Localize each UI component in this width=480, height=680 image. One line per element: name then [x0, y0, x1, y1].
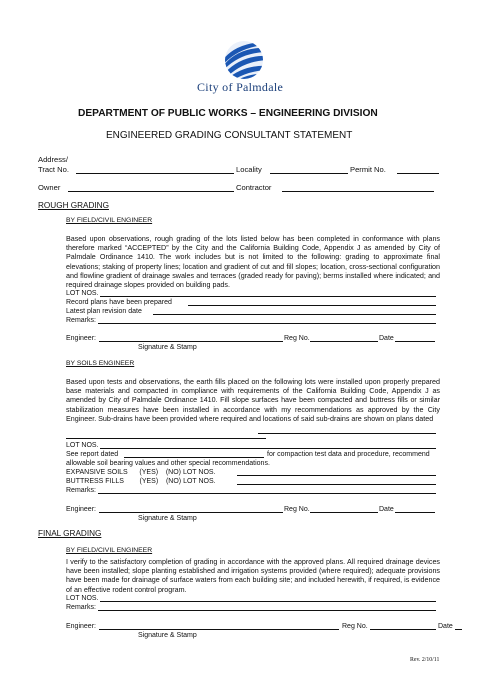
- rough-civil-paragraph: Based upon observations, rough grading of the lots listed below has been completed in conformance with plans therefore marked “ACCEPTED” by the City and the California Building Code, Appendix J as amended by City of Palmdale Ordinance 1410. The work includes but is not limited to the following: grading to approximate final elevations; staking of property lines; location and gradient of cut and fill slopes; location, cross-sectional configuration and flowline gradient of drainage swales and terraces (graded ready for paving); berms installed where indicated; and required drainage slopes provided on building pads.: [66, 235, 440, 290]
- soils-engineer-field[interactable]: [99, 512, 283, 513]
- final-reg-field[interactable]: [370, 629, 436, 630]
- final-date-label: Date: [438, 623, 453, 630]
- city-seal-icon: [218, 40, 270, 80]
- soils-engineer-label: Engineer:: [66, 506, 96, 513]
- final-remarks-label: Remarks:: [66, 604, 96, 611]
- report-text: for compaction test data and procedure, recommend: [267, 451, 430, 458]
- revision-date-label: Latest plan revision date: [66, 308, 142, 315]
- record-plans-field[interactable]: [188, 305, 436, 306]
- final-signature-caption: Signature & Stamp: [138, 632, 197, 639]
- rough-civil-reg-label: Reg No.: [284, 335, 310, 342]
- rough-civil-signature-caption: Signature & Stamp: [138, 344, 197, 351]
- soils-remarks-field[interactable]: [98, 493, 436, 494]
- department-title: DEPARTMENT OF PUBLIC WORKS – ENGINEERING DIVISION: [78, 108, 378, 119]
- report-date-label: See report dated: [66, 451, 119, 458]
- revision-date-field[interactable]: [153, 314, 436, 315]
- soils-remarks-label: Remarks:: [66, 487, 96, 494]
- rough-civil-reg-field[interactable]: [310, 341, 378, 342]
- subdrain-plans-date-field[interactable]: [258, 433, 436, 434]
- rough-civil-date-field[interactable]: [395, 341, 435, 342]
- locality-field[interactable]: [270, 173, 348, 174]
- soils-reg-field[interactable]: [310, 512, 378, 513]
- soils-subheading: BY SOILS ENGINEER: [66, 360, 135, 367]
- buttress-fills-field[interactable]: [237, 484, 436, 485]
- soils-paragraph: Based upon tests and observations, the earth fills placed on the following lots were installed upon properly prepared base materials and compacted in compliance with requirements of the California Building Code, Appendix J as amended by City of Palmdale Ordinance 1410. Fill slope surfaces have been compacted and buttress fills or similar stabilization measures have been installed in accordance with my recommendations as approved by the City Engineer. Sub-drains have been provided where required and locations of said sub-drains are shown on plans dated: [66, 378, 440, 423]
- buttress-fills-label: BUTTRESS FILLS (YES) (NO) LOT NOS.: [66, 478, 216, 485]
- final-date-field[interactable]: [455, 629, 462, 630]
- city-logo: [218, 40, 270, 80]
- permit-label: Permit No.: [350, 165, 386, 174]
- soils-date-field[interactable]: [395, 512, 435, 513]
- owner-field[interactable]: [68, 191, 234, 192]
- contractor-label: Contractor: [236, 183, 272, 192]
- owner-label: Owner: [38, 183, 61, 192]
- rough-civil-subheading: BY FIELD/CIVIL ENGINEER: [66, 217, 153, 224]
- final-engineer-label: Engineer:: [66, 623, 96, 630]
- soils-lot-label: LOT NOS.: [66, 442, 99, 449]
- contractor-field[interactable]: [282, 191, 434, 192]
- rough-civil-lot-label: LOT NOS.: [66, 290, 99, 297]
- soils-blank-line[interactable]: [66, 438, 266, 439]
- rough-civil-remarks-field[interactable]: [98, 323, 436, 324]
- final-grading-heading: FINAL GRADING: [38, 529, 102, 538]
- revision-note: Rev. 2/10/11: [410, 657, 440, 663]
- final-remarks-field[interactable]: [98, 610, 436, 611]
- final-lot-label: LOT NOS.: [66, 595, 99, 602]
- final-lot-field[interactable]: [100, 601, 436, 602]
- form-title: ENGINEERED GRADING CONSULTANT STATEMENT: [106, 130, 353, 141]
- record-plans-label: Record plans have been prepared: [66, 299, 172, 306]
- rough-civil-lot-field[interactable]: [100, 296, 436, 297]
- final-civil-subheading: BY FIELD/CIVIL ENGINEER: [66, 547, 153, 554]
- rough-civil-engineer-field[interactable]: [99, 341, 283, 342]
- locality-label: Locality: [236, 165, 262, 174]
- city-logo-text: City of Palmdale: [197, 80, 284, 94]
- rough-grading-heading: ROUGH GRADING: [38, 201, 109, 210]
- report-text-line2: allowable soil bearing values and other special recommendations.: [66, 460, 270, 467]
- soils-date-label: Date: [379, 506, 394, 513]
- rough-civil-engineer-label: Engineer:: [66, 335, 96, 342]
- rough-civil-date-label: Date: [379, 335, 394, 342]
- soils-signature-caption: Signature & Stamp: [138, 515, 197, 522]
- final-engineer-field[interactable]: [99, 629, 339, 630]
- permit-field[interactable]: [397, 173, 439, 174]
- tract-field[interactable]: [76, 173, 234, 174]
- report-date-field[interactable]: [124, 457, 264, 458]
- soils-reg-label: Reg No.: [284, 506, 310, 513]
- expansive-soils-field[interactable]: [237, 475, 436, 476]
- rough-civil-remarks-label: Remarks:: [66, 317, 96, 324]
- expansive-soils-label: EXPANSIVE SOILS (YES) (NO) LOT NOS.: [66, 469, 216, 476]
- tract-label: Tract No.: [38, 165, 69, 174]
- final-reg-label: Reg No.: [342, 623, 368, 630]
- final-paragraph: I verify to the satisfactory completion of grading in accordance with the approved plans. All required drainage devices have been installed; slope planting established and irrigation systems provided (where required); adequate provisions have been made for drainage of surface waters from each building site; and included herewith, if required, is evidence of an effective rodent control program.: [66, 558, 440, 594]
- address-label: Address/: [38, 155, 68, 164]
- soils-lot-field[interactable]: [100, 448, 436, 449]
